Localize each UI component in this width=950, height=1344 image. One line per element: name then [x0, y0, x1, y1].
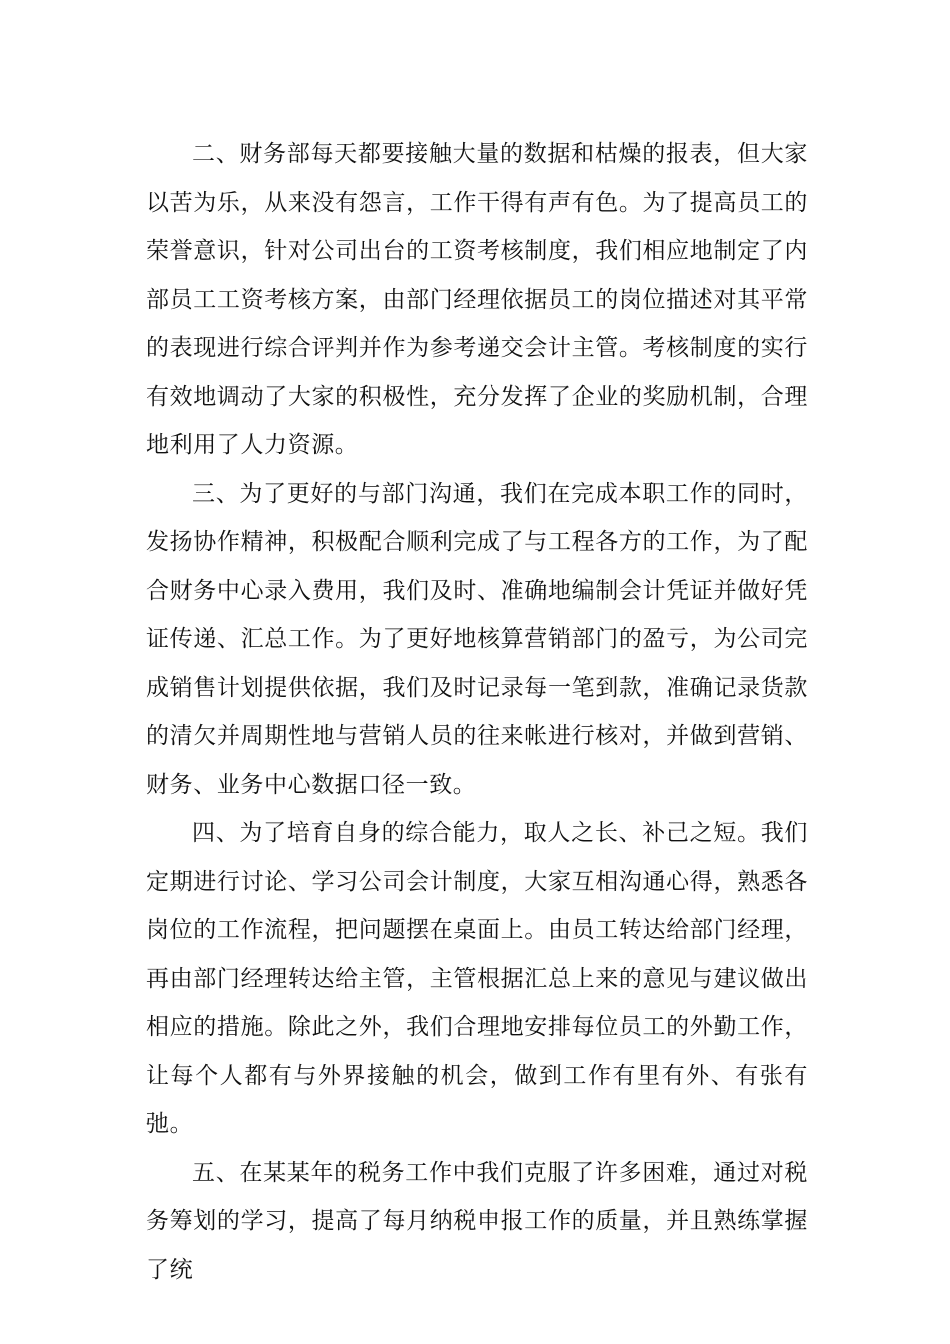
paragraph-4: 四、为了培育自身的综合能力，取人之长、补己之短。我们定期进行讨论、学习公司会计制度，大家互相沟通心得，熟悉各岗位的工作流程，把问题摆在桌面上。由员工转达给部门经理，再由部门经理转达给主管，主管根据汇总上来的意见与建议做出相应的措施。除此之外，我们合理地安排每位员工的外勤工作，让每个人都有与外界接触的机会，做到工作有里有外、有张有弛。	[146, 820, 808, 1137]
paragraph-2: 二、财务部每天都要接触大量的数据和枯燥的报表，但大家以苦为乐，从来没有怨言，工作干得有声有色。为了提高员工的荣誉意识，针对公司出台的工资考核制度，我们相应地制定了内部员工工资考核方案，由部门经理依据员工的岗位描述对其平常的表现进行综合评判并作为参考递交会计主管。考核制度的实行有效地调动了大家的积极性，充分发挥了企业的奖励机制，合理地利用了人力资源。	[146, 141, 808, 458]
paragraph-5: 五、在某某年的税务工作中我们克服了许多困难，通过对税务筹划的学习，提高了每月纳税申报工作的质量，并且熟练掌握了统	[146, 1159, 808, 1283]
document-body	[146, 130, 808, 1294]
paragraph-3: 三、为了更好的与部门沟通，我们在完成本职工作的同时，发扬协作精神，积极配合顺利完成了与工程各方的工作，为了配合财务中心录入费用，我们及时、准确地编制会计凭证并做好凭证传递、汇总工作。为了更好地核算营销部门的盈亏，为公司完成销售计划提供依据，我们及时记录每一笔到款，准确记录货款的清欠并周期性地与营销人员的往来帐进行核对，并做到营销、财务、业务中心数据口径一致。	[146, 480, 808, 798]
